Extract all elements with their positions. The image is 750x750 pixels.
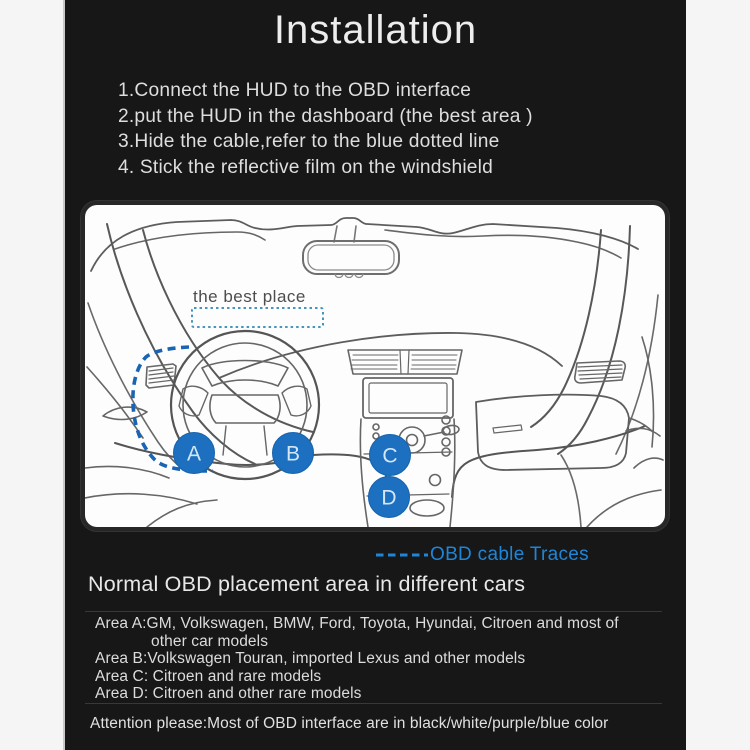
placement-heading: Normal OBD placement area in different cars: [88, 572, 526, 596]
area-list: [95, 615, 655, 703]
marker-c-label: C: [382, 444, 398, 468]
step-item-2: 2.put the HUD in the dashboard (the best area ): [118, 105, 533, 127]
placement-markers: [174, 433, 411, 518]
marker-b-label: B: [285, 442, 301, 466]
dashed-line-icon: [376, 550, 428, 560]
step-item-3: 3.Hide the cable,refer to the blue dotted line: [118, 131, 500, 153]
obd-cable-legend: [376, 544, 589, 566]
area-item-c: Area C: Citroen and rare models: [95, 667, 322, 685]
infographic-panel: [63, 0, 686, 750]
car-line-art: [85, 218, 663, 527]
legend-label: OBD cable Traces: [430, 544, 589, 565]
divider-top: [85, 611, 662, 612]
marker-d-label: D: [381, 486, 397, 510]
best-place-zone: [192, 308, 323, 327]
best-place-label: the best place: [193, 287, 306, 306]
car-interior-illustration: [85, 205, 665, 527]
step-item-4: 4. Stick the reflective film on the windshield: [118, 156, 493, 178]
divider-bottom: [85, 703, 662, 704]
area-item-d: Area D: Citroen and other rare models: [95, 685, 362, 703]
rearview-mirror: [303, 241, 399, 274]
console-screen: [363, 378, 453, 418]
car-interior-diagram: [85, 205, 665, 527]
installation-steps: [118, 78, 533, 180]
step-item-1: 1.Connect the HUD to the OBD interface: [118, 80, 472, 101]
right-air-vent: [575, 361, 626, 383]
marker-a-label: A: [186, 442, 202, 466]
page-title: Installation: [273, 8, 478, 52]
area-item-b: Area B:Volkswagen Touran, imported Lexus and other models: [95, 650, 526, 668]
attention-note: Attention please:Most of OBD interface are in black/white/purple/blue color: [90, 715, 609, 732]
area-item-a: Area A:GM, Volkswagen, BMW, Ford, Toyota, Hyundai, Citroen and most of other car models: [95, 615, 619, 650]
center-air-vents: [348, 350, 462, 374]
